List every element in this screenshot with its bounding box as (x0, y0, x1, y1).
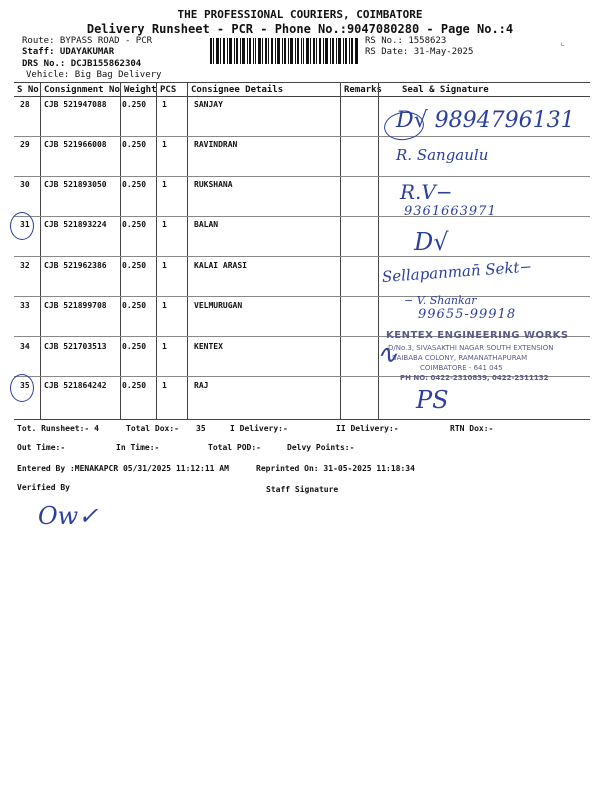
barcode-graphic (210, 38, 358, 64)
row-sno: 32 (20, 261, 30, 270)
row-divider (14, 216, 590, 217)
row-pcs: 1 (162, 301, 167, 310)
signature-text: R. Sangaulu (396, 146, 489, 164)
i-delivery: I Delivery:- (230, 424, 288, 433)
row-pcs: 1 (162, 381, 167, 390)
row-weight: 0.250 (122, 220, 147, 229)
row-weight: 0.250 (122, 180, 147, 189)
row-sno: 31 (20, 220, 30, 229)
col-pcs: PCS (160, 85, 177, 95)
row-consignment: CJB 521893050 (44, 180, 107, 189)
table-top-border (14, 82, 590, 83)
row-weight: 0.250 (122, 381, 147, 390)
total-dox-value: 35 (196, 424, 206, 433)
total-pod: Total POD:- (208, 443, 261, 452)
staff-signature-label: Staff Signature (266, 485, 339, 494)
signature-text: − V. Shankar (404, 294, 477, 307)
signature-text: R.V− (400, 180, 453, 204)
stamp-address: D/No.3, SIVASAKTHI NAGAR SOUTH EXTENSION (388, 344, 554, 352)
col-remarks: Remarks (344, 85, 382, 95)
signature-text: D√ 9894796131 (396, 108, 575, 133)
row-sno: 33 (20, 301, 30, 310)
col-divider (340, 82, 341, 420)
total-dox-label: Total Dox:- (126, 424, 179, 433)
row-pcs: 1 (162, 261, 167, 270)
row-pcs: 1 (162, 140, 167, 149)
row-divider (14, 256, 590, 257)
company-title: THE PROFESSIONAL COURIERS, COIMBATORE (177, 8, 423, 21)
col-divider (187, 82, 188, 420)
rs-date: RS Date: 31-May-2025 (365, 47, 474, 57)
vehicle-label: Vehicle: Big Bag Delivery (26, 70, 162, 80)
signature-text: Ow✓ (38, 502, 99, 530)
entered-by: Entered By :MENAKAPCR 05/31/2025 11:12:11 AM (17, 464, 229, 473)
row-weight: 0.250 (122, 140, 147, 149)
col-seal: Seal & Signature (402, 85, 489, 95)
reprinted-on: Reprinted On: 31-05-2025 11:18:34 (256, 464, 415, 473)
delvy-points: Delvy Points:- (287, 443, 355, 452)
signature-text: 9361663971 (404, 204, 497, 219)
signature-text: D√ (414, 228, 449, 256)
corner-mark: ⌞ (560, 38, 566, 48)
row-sno: 35 (20, 381, 30, 390)
row-consignment: CJB 521703513 (44, 342, 107, 351)
signature-34: ∿ (376, 340, 398, 370)
phone-33 (418, 307, 516, 322)
verifier-signature (38, 502, 98, 530)
row-weight: 0.250 (122, 301, 147, 310)
stamp-name: KENTEX ENGINEERING WORKS (386, 330, 569, 341)
row-consignment: CJB 521966008 (44, 140, 107, 149)
table-header-border (14, 96, 590, 97)
row-consignee: KALAI ARASI (194, 261, 247, 270)
signature-33 (404, 294, 476, 307)
col-consignment: Consignment No (44, 85, 120, 95)
row-weight: 0.250 (122, 100, 147, 109)
row-consignment: CJB 521962386 (44, 261, 107, 270)
row-sno: 30 (20, 180, 30, 189)
table-bottom-border (14, 419, 590, 420)
signature-text: PS (416, 386, 449, 414)
stamp-phone: PH NO: 0422-2310839, 0422-2311132 (400, 374, 549, 382)
row-consignee: RAVINDRAN (194, 140, 238, 149)
col-consignee: Consignee Details (191, 85, 284, 95)
staff-label: Staff: UDAYAKUMAR (22, 47, 115, 57)
route-label: Route: BYPASS ROAD - PCR (22, 36, 153, 46)
row-consignee: KENTEX (194, 342, 223, 351)
row-sno: 28 (20, 100, 30, 109)
in-time: In Time:- (116, 443, 160, 452)
signature-29 (396, 146, 488, 164)
row-pcs: 1 (162, 342, 167, 351)
col-divider (40, 82, 41, 420)
phone-30 (404, 204, 497, 219)
row-consignment: CJB 521864242 (44, 381, 107, 390)
signature-31 (414, 228, 449, 256)
signature-text: 99655-99918 (418, 307, 517, 322)
col-divider (120, 82, 121, 420)
row-divider (14, 176, 590, 177)
signature-text: Sellapanman̄ Sekt− (381, 257, 533, 286)
row-pcs: 1 (162, 100, 167, 109)
drs-label: DRS No.: DCJB155862304 (22, 59, 142, 69)
row-divider (14, 136, 590, 137)
row-consignee: RUKSHANA (194, 180, 233, 189)
signature-30 (400, 180, 453, 204)
barcode (210, 38, 358, 64)
row-consignee: RAJ (194, 381, 209, 390)
row-consignment: CJB 521947088 (44, 100, 107, 109)
row-consignee: BALAN (194, 220, 219, 229)
row-pcs: 1 (162, 180, 167, 189)
row-consignee: VELMURUGAN (194, 301, 243, 310)
col-divider (156, 82, 157, 420)
stamp-city: COIMBATORE - 641 045 (420, 364, 503, 372)
col-sno: S No (17, 85, 39, 95)
row-divider (14, 296, 590, 297)
rs-number: RS No.: 1558623 (365, 36, 447, 46)
row-consignment: CJB 521893224 (44, 220, 107, 229)
row-weight: 0.250 (122, 261, 147, 270)
ii-delivery: II Delivery:- (336, 424, 399, 433)
row-weight: 0.250 (122, 342, 147, 351)
total-runsheet: Tot. Runsheet:- 4 (17, 424, 99, 433)
row-sno: 34 (20, 342, 30, 351)
signature-32 (381, 258, 532, 286)
verified-by: Verified By (17, 483, 70, 492)
row-consignee: SANJAY (194, 100, 223, 109)
row-consignment: CJB 521899708 (44, 301, 107, 310)
row-pcs: 1 (162, 220, 167, 229)
signature-35 (416, 386, 449, 414)
runsheet-subtitle: Delivery Runsheet - PCR - Phone No.:9047080280 - Page No.:4 (86, 22, 514, 36)
row-sno: 29 (20, 140, 30, 149)
col-weight: Weight (124, 85, 157, 95)
out-time: Out Time:- (17, 443, 66, 452)
rtn-dox: RTN Dox:- (450, 424, 494, 433)
stamp-address: SAIBABA COLONY, RAMANATHAPURAM (392, 354, 528, 362)
